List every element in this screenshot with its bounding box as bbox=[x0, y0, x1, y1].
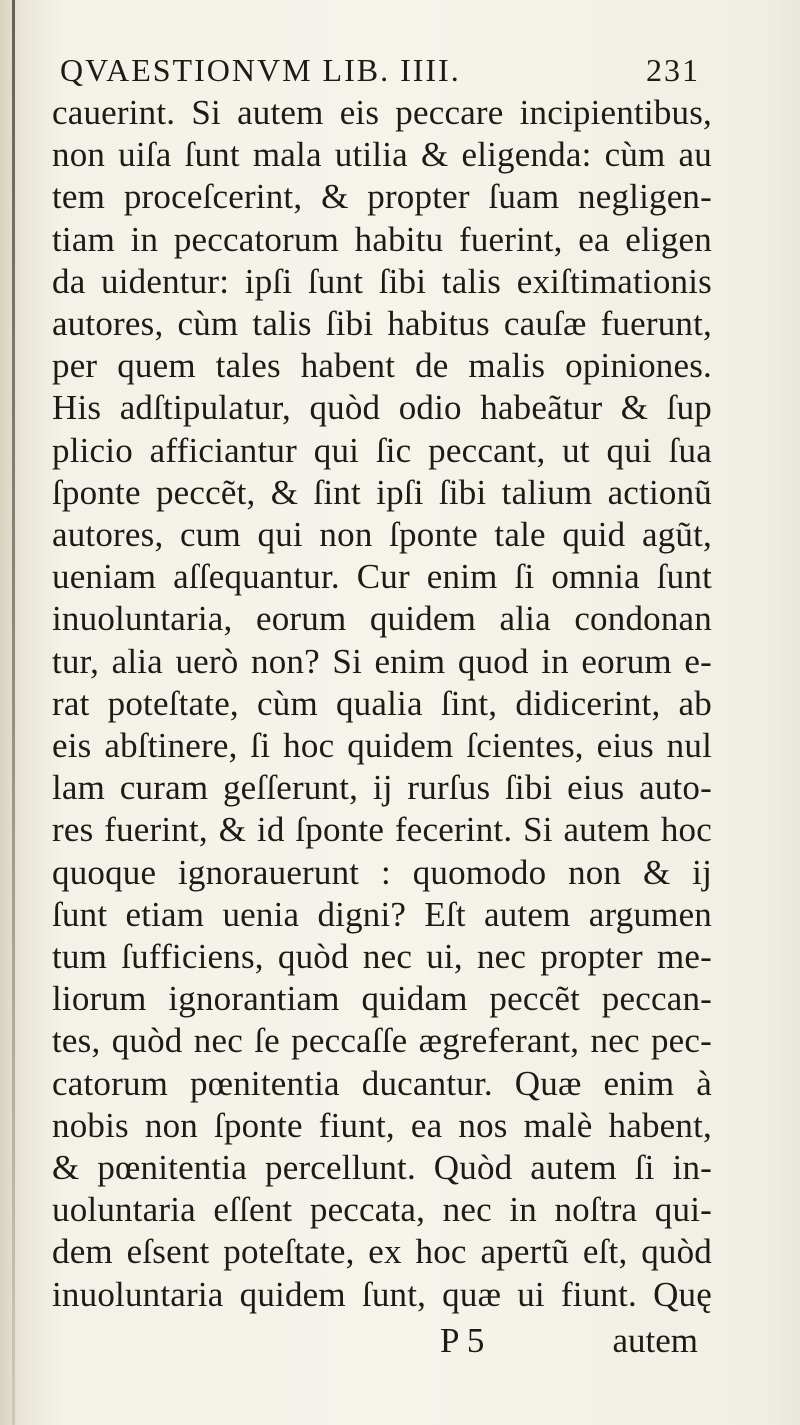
text-line: lam curam geſſerunt, ij rurſus ſibi eius auto- bbox=[52, 768, 712, 808]
running-head-title: QVAESTIONVM LIB. IIII. bbox=[60, 52, 461, 88]
text-line: inuoluntaria quidem ſunt, quæ ui fiunt. Quę bbox=[52, 1274, 712, 1314]
text-line: tur, alia uerò non? Si enim quod in eorum e- bbox=[52, 641, 712, 681]
page-footer bbox=[52, 1318, 712, 1364]
body-text bbox=[52, 92, 712, 1316]
gutter-shadow bbox=[12, 0, 15, 1425]
text-line: His adſtipulatur, quòd odio habeãtur & ſup bbox=[52, 388, 712, 428]
text-line: plicio afficiantur qui ſic peccant, ut qui ſua bbox=[52, 430, 712, 470]
text-line: autores, cum qui non ſponte tale quid agũt, bbox=[52, 515, 712, 555]
running-head bbox=[52, 50, 712, 92]
text-line: ueniam aſſequantur. Cur enim ſi omnia ſunt bbox=[52, 557, 712, 597]
text-line: dem eſsent poteſtate, ex hoc apertũ eſt, quòd bbox=[52, 1232, 712, 1272]
text-line: uoluntaria eſſent peccata, nec in noſtra qui- bbox=[52, 1190, 712, 1230]
text-line: eis abſtinere, ſi hoc quidem ſcientes, eius nul bbox=[52, 726, 712, 766]
text-line: & pœnitentia percellunt. Quòd autem ſi in- bbox=[52, 1148, 712, 1188]
text-line: non uiſa ſunt mala utilia & eligenda: cùm au bbox=[52, 135, 712, 175]
text-line: nobis non ſponte fiunt, ea nos malè habent, bbox=[52, 1105, 712, 1145]
text-line: da uidentur: ipſi ſunt ſibi talis exiſtimationis bbox=[52, 261, 712, 301]
catchword: autem bbox=[612, 1320, 698, 1360]
text-line: ſunt etiam uenia digni? Eſt autem argumen bbox=[52, 894, 712, 934]
text-line: ſponte peccẽt, & ſint ipſi ſibi talium actionũ bbox=[52, 472, 712, 512]
text-line: tum ſufficiens, quòd nec ui, nec propter me- bbox=[52, 937, 712, 977]
text-line: autores, cùm talis ſibi habitus cauſæ fuerunt, bbox=[52, 304, 712, 344]
text-line: per quem tales habent de malis opiniones. bbox=[52, 346, 712, 386]
page-number: 231 bbox=[646, 52, 700, 88]
text-line: catorum pœnitentia ducantur. Quæ enim à bbox=[52, 1063, 712, 1103]
text-line: quoque ignorauerunt : quomodo non & ij bbox=[52, 852, 712, 892]
text-line: rat poteſtate, cùm qualia ſint, didicerint, ab bbox=[52, 683, 712, 723]
text-block bbox=[52, 50, 712, 1364]
text-line: liorum ignorantiam quidam peccẽt peccan- bbox=[52, 979, 712, 1019]
text-line: tiam in peccatorum habitu fuerint, ea eligen bbox=[52, 219, 712, 259]
signature-mark: P 5 bbox=[440, 1320, 485, 1360]
text-line: res fuerint, & id ſponte fecerint. Si autem hoc bbox=[52, 810, 712, 850]
text-line: tem proceſcerint, & propter ſuam negligen- bbox=[52, 177, 712, 217]
text-line: tes, quòd nec ſe peccaſſe ægreferant, nec pec- bbox=[52, 1021, 712, 1061]
text-line: inuoluntaria, eorum quidem alia condonan bbox=[52, 599, 712, 639]
text-line: cauerint. Si autem eis peccare incipientibus, bbox=[52, 93, 712, 132]
